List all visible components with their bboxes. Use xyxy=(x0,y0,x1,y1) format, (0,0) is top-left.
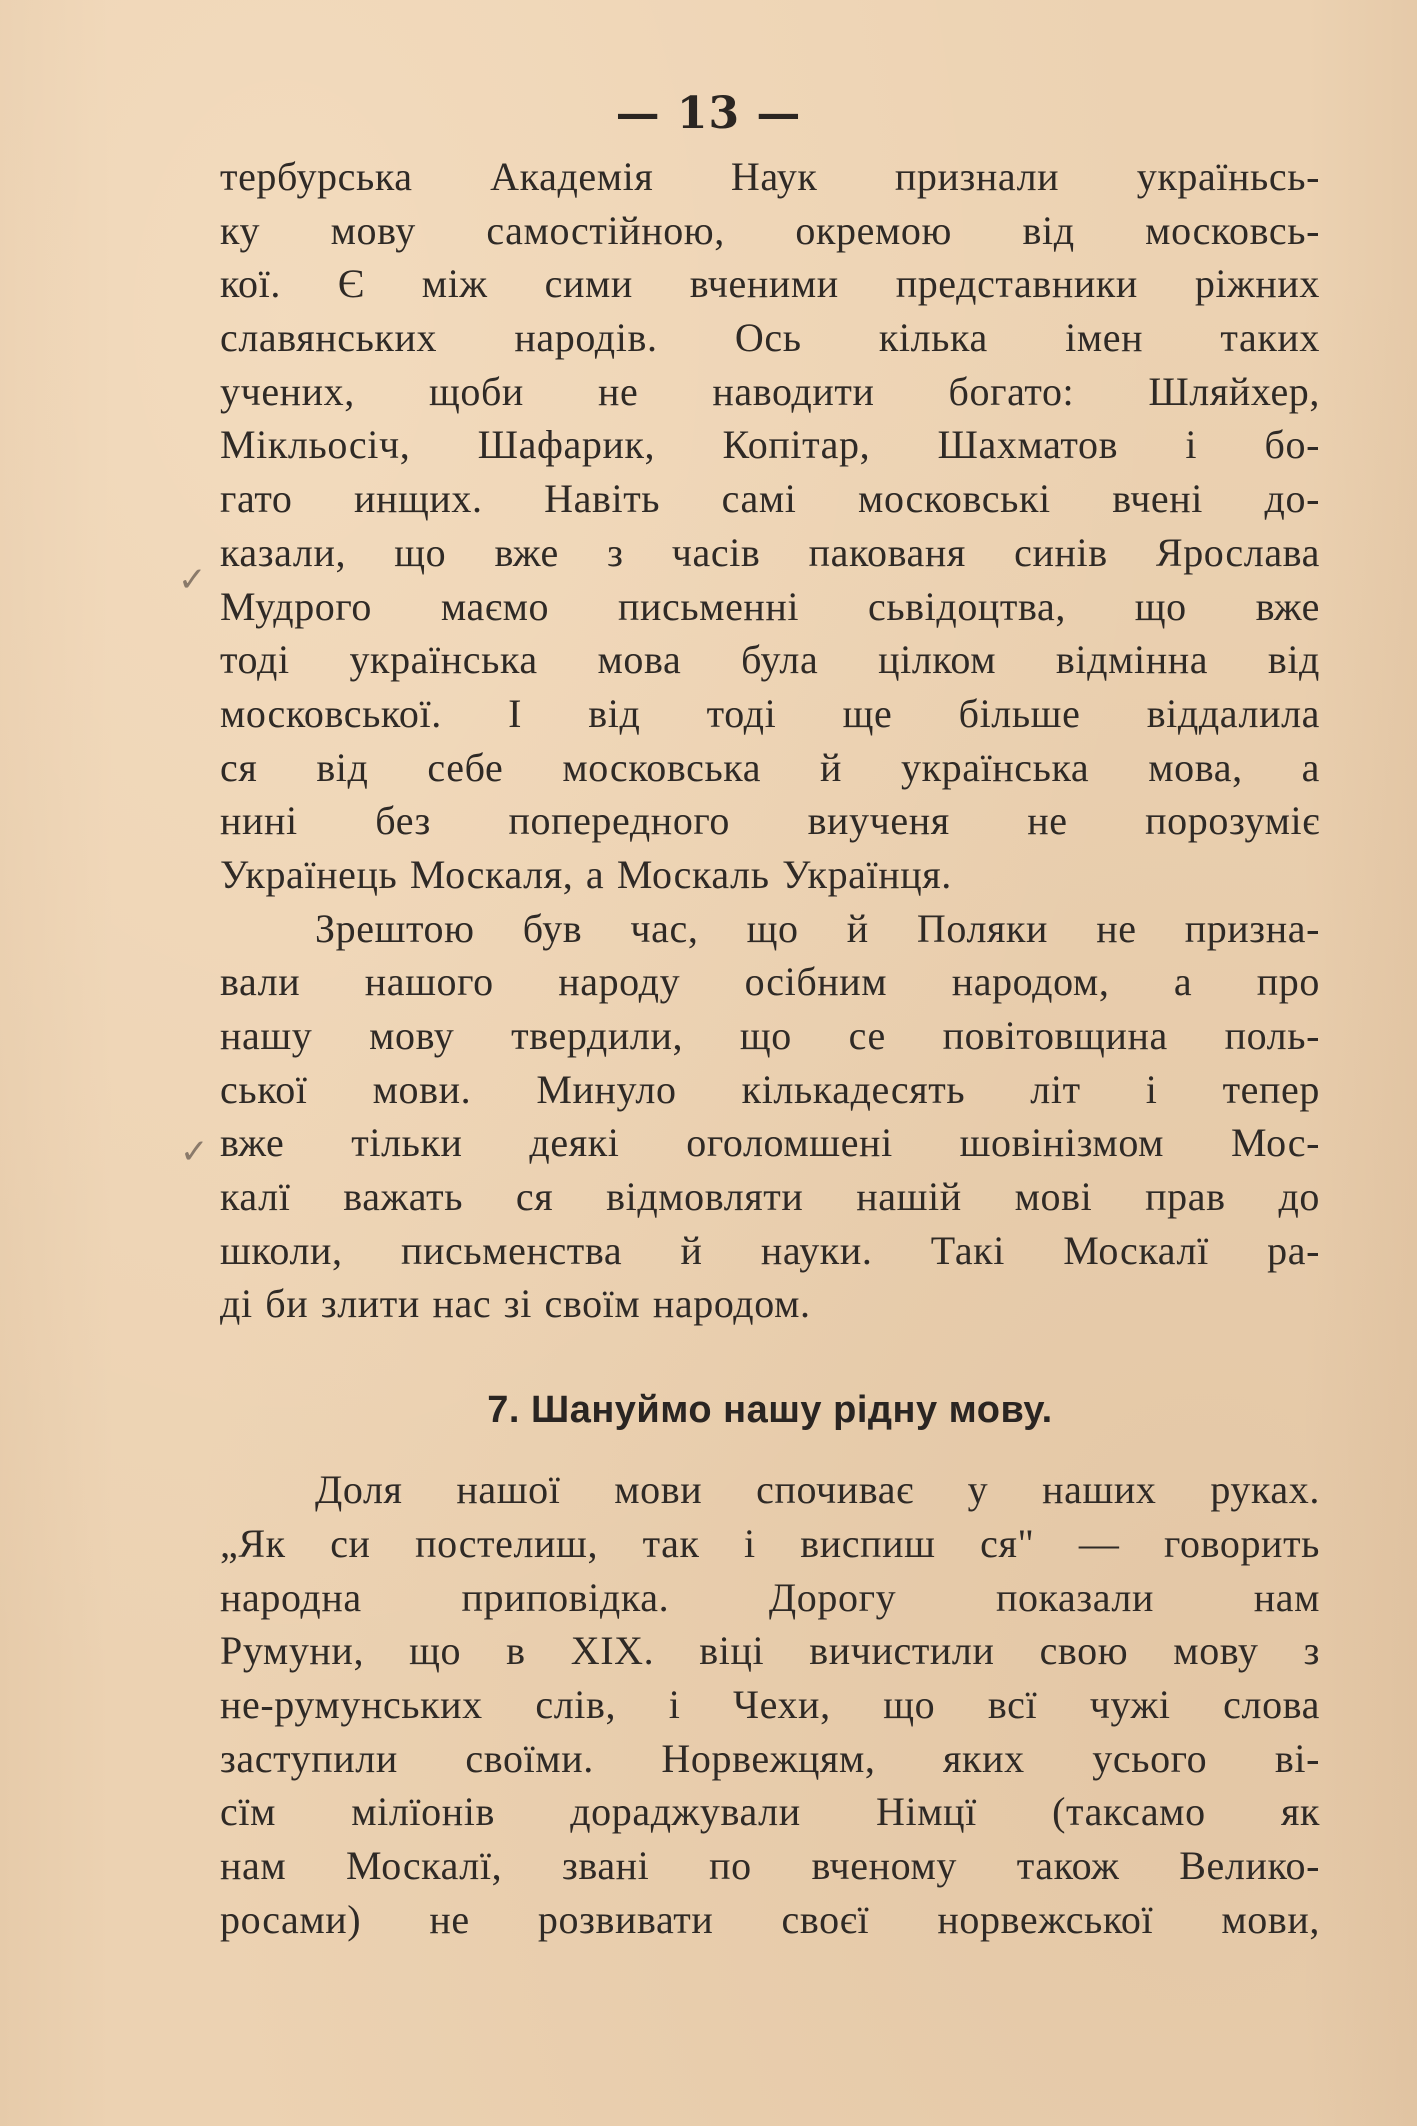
body-text xyxy=(220,150,1320,1946)
text-line: гато инщих. Навіть самі московські вчені до- xyxy=(220,476,1320,522)
text-line: Українець Москаля, а Москаль Українця. xyxy=(220,851,952,897)
text-line: „Як си постелиш, так і виспиш ся" — говорить xyxy=(220,1520,1320,1566)
text-line: не-румунських слів, і Чехи, що всї чужі слова xyxy=(220,1681,1320,1727)
margin-pencil-mark: ✓ xyxy=(180,1132,209,1172)
text-line: Мудрого маємо письменні сьвідоцтва, що вже xyxy=(220,583,1320,629)
text-line: учених, щоби не наводити богато: Шляйхер, xyxy=(220,368,1320,414)
text-line: вже тільки деякі оголомшені шовінізмом Мос- xyxy=(220,1120,1320,1166)
text-line: ді би злити нас зі своїм народом. xyxy=(220,1281,811,1327)
text-line: тоді українська мова була цілком відмінна від xyxy=(220,637,1320,683)
text-line: ся від себе московська й українська мова, а xyxy=(220,744,1320,790)
paragraph-1 xyxy=(220,150,1320,902)
text-line: вали нашого народу осібним народом, а про xyxy=(220,959,1320,1005)
text-line: сїм мілїонів дораджували Німцї (таксамо як xyxy=(220,1789,1320,1835)
page-number: — 13 — xyxy=(615,88,802,139)
text-line: Зрештою був час, що й Поляки не призна- xyxy=(315,905,1320,951)
text-line: школи, письменства й науки. Такі Москалї ра- xyxy=(220,1227,1320,1273)
text-line: нашу мову твердили, що се повітовщина поль- xyxy=(220,1013,1320,1058)
text-line: народна приповідка. Дорогу показали нам xyxy=(220,1574,1320,1620)
text-line: казали, що вже з часів пакованя синів Ярослава xyxy=(220,529,1320,575)
text-line: Румуни, що в XIX. віці вичистили свою мову з xyxy=(220,1628,1320,1674)
paragraph-2 xyxy=(220,902,1320,1332)
text-line: нам Москалї, звані по вченому також Велико- xyxy=(220,1842,1320,1888)
text-line: калї важать ся відмовляти нашій мові прав до xyxy=(220,1174,1320,1220)
paragraph-3 xyxy=(220,1463,1320,1946)
text-line: кої. Є між сими вченими представники ріжних xyxy=(220,261,1320,307)
margin-pencil-mark: ✓ xyxy=(178,560,207,600)
text-line: росами) не розвивати своєї норвежської мови, xyxy=(220,1896,1320,1942)
text-line: ку мову самостійною, окремою від московсь- xyxy=(220,207,1320,253)
text-line: тербурська Академія Наук признали україньсь- xyxy=(220,154,1320,199)
text-line: ської мови. Минуло кількадесять літ і тепер xyxy=(220,1066,1320,1112)
text-line: московської. І від тоді ще більше віддалила xyxy=(220,690,1320,736)
text-line: Мікльосіч, Шафарик, Копітар, Шахматов і бо- xyxy=(220,422,1320,468)
text-line: нині без попередного виученя не порозуміє xyxy=(220,798,1320,844)
text-line: заступили своїми. Норвежцям, яких усього ві- xyxy=(220,1735,1320,1781)
section-heading: 7. Шануймо нашу рідну мову. xyxy=(487,1389,1053,1432)
text-line: Доля нашої мови спочиває у наших руках. xyxy=(315,1467,1320,1513)
text-line: славянських народів. Ось кілька імен таких xyxy=(220,315,1320,361)
